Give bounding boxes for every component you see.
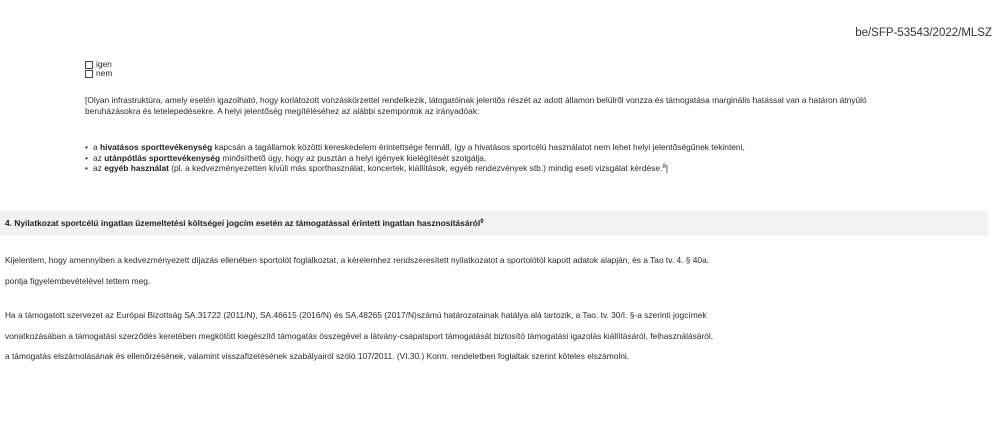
- footnote-ref: 9: [480, 219, 484, 225]
- checkbox-nem[interactable]: [85, 70, 93, 78]
- footnote-ref: 8: [662, 164, 666, 170]
- list-item: • az egyéb használat (pl. a kedvezményezetten kívüli más sporthasználat, koncertek, kiállítások, egyéb rendezvények stb.) mindig eseti vizsgálat kérdése.$^8$]: [85, 163, 915, 174]
- section-title: 4. Nyilatkozat sportcélú ingatlan üzemeltetési költségei jogcím esetén az támogatással érintett ingatlan hasznosításáról$^9$: [5, 218, 484, 228]
- option-igen-label: igen: [96, 59, 112, 69]
- list-item: • a hivatásos sporttevékenység kapcsán a tagállamok közötti kereskedelem érintettsége fennáll, így a hivatásos sportcélú használatot nem lehet helyi jelentőségűnek tekinteni,: [85, 142, 915, 153]
- list-item: • az utánpótlás sporttevékenység minősíthető úgy, hogy az pusztán a helyi igények kielégítését szolgálja,: [85, 153, 915, 164]
- option-nem-label: nem: [96, 68, 113, 78]
- document-reference: be/SFP-53543/2022/MLSZ: [855, 27, 992, 39]
- declaration-line-2: pontja figyelembevételével tettem meg.: [5, 276, 151, 286]
- local-significance-paragraph: [Olyan infrastruktúra, amely esetén igazolható, hogy korlátozott vonzáskörzettel rendelkezik, látogatóinak jelentős részét az adott államon belülről vonzza és támogatása marginális hatással van a határon átnyúló beruházásokra és letelepedésekre. A helyi jelentőség megítéléséhez az alábbi szempontok az irányadóak:: [85, 95, 867, 116]
- option-nem[interactable]: [85, 69, 112, 78]
- checkbox-igen[interactable]: [85, 61, 93, 69]
- commission-decision-line-2: vonatkozásában a támogatási szerződés keretében megkötött kiegészítő támogatás összegével a látvány-csapatsport támogatását biztosító támogatási igazolás kiállításáról, felhasználásáról,: [5, 331, 714, 341]
- declaration-line-1: Kijelentem, hogy amennyiben a kedvezményezett díjazás ellenében sportolót foglalkoztat, a kérelemhez rendszeresített nyilatkozatot a sportolótól kapott adatok alapján, és a Tao tv. 4. § 40a.: [5, 255, 710, 265]
- commission-decision-line-3: a támogatás elszámolásának és ellenőrzésének, valamint visszafizetésének szabályairól szóló 107/2011. (VI.30.) Korm. rendeletben foglaltak szerint köteles elszámolni.: [5, 351, 630, 361]
- commission-decision-line-1: Ha a támogatott szervezet az Európai Bizottság SA.31722 (2011/N), SA.46615 (2016/N) és SA.48265 (2017/N)számú határozatainak hatálya alá tartozik, a Tao. tv. 30/I. §-a szerinti jogcímek: [5, 310, 707, 320]
- section-header: [0, 211, 988, 235]
- criteria-list: [85, 142, 915, 174]
- yes-no-options: [85, 60, 112, 78]
